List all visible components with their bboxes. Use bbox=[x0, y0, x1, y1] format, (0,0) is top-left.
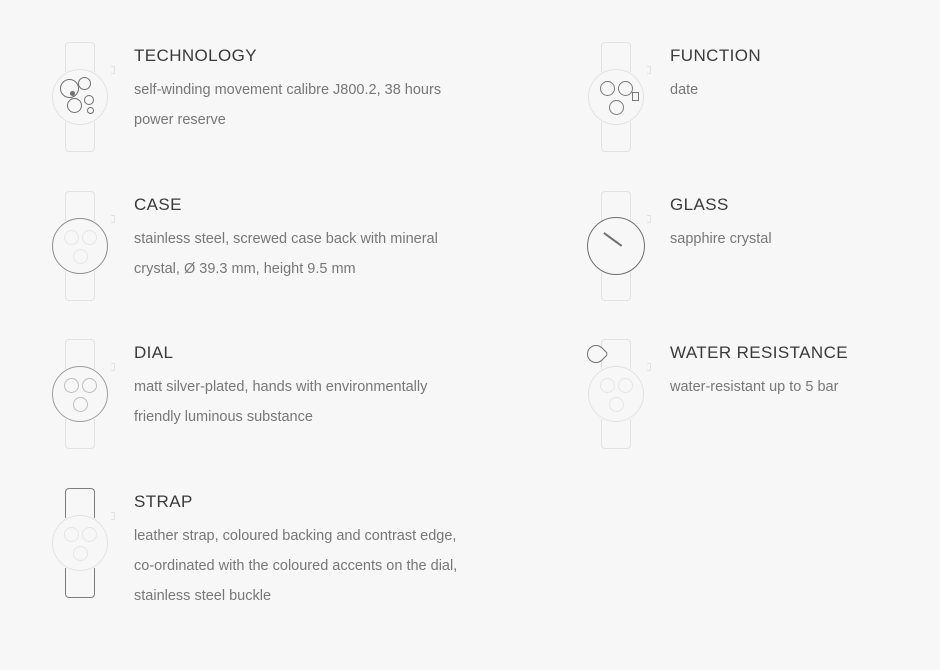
spec-item-function bbox=[576, 42, 906, 152]
spec-text-technology bbox=[134, 42, 470, 135]
watch-strap-icon bbox=[40, 488, 120, 598]
water-droplet-icon bbox=[576, 339, 656, 449]
spec-item-water-resistance bbox=[576, 339, 916, 449]
spec-title-glass: GLASS bbox=[670, 195, 729, 214]
spec-title-case: CASE bbox=[134, 195, 182, 214]
spec-item-strap bbox=[40, 488, 470, 611]
spec-title-dial: DIAL bbox=[134, 343, 174, 362]
spec-title-function: FUNCTION bbox=[670, 46, 762, 65]
spec-text-dial bbox=[134, 339, 470, 432]
spec-description-technology: self-winding movement calibre J800.2, 38 hours power reserve bbox=[134, 82, 442, 128]
spec-description-water-resistance: water-resistant up to 5 bar bbox=[670, 379, 839, 395]
watch-movement-icon bbox=[40, 42, 120, 152]
watch-glass-icon bbox=[576, 191, 656, 301]
spec-item-technology bbox=[40, 42, 470, 152]
spec-description-strap: leather strap, coloured backing and contrast edge, co-ordinated with the coloured accents on the dial, stainless steel buckle bbox=[134, 528, 458, 604]
watch-date-function-icon bbox=[576, 42, 656, 152]
watch-case-icon bbox=[40, 191, 120, 301]
spec-title-technology: TECHNOLOGY bbox=[134, 46, 258, 65]
spec-item-glass bbox=[576, 191, 906, 301]
spec-text-strap bbox=[134, 488, 470, 611]
spec-description-function: date bbox=[670, 82, 699, 98]
spec-item-dial bbox=[40, 339, 470, 449]
spec-description-glass: sapphire crystal bbox=[670, 231, 772, 247]
spec-text-case bbox=[134, 191, 470, 284]
spec-title-strap: STRAP bbox=[134, 492, 193, 511]
spec-description-dial: matt silver-plated, hands with environmentally friendly luminous substance bbox=[134, 379, 428, 425]
spec-text-water-resistance bbox=[670, 339, 848, 402]
watch-dial-icon bbox=[40, 339, 120, 449]
spec-title-water-resistance: WATER RESISTANCE bbox=[670, 343, 848, 362]
spec-description-case: stainless steel, screwed case back with mineral crystal, Ø 39.3 mm, height 9.5 mm bbox=[134, 231, 438, 277]
spec-text-glass bbox=[670, 191, 772, 254]
spec-item-case bbox=[40, 191, 470, 301]
spec-text-function bbox=[670, 42, 761, 105]
